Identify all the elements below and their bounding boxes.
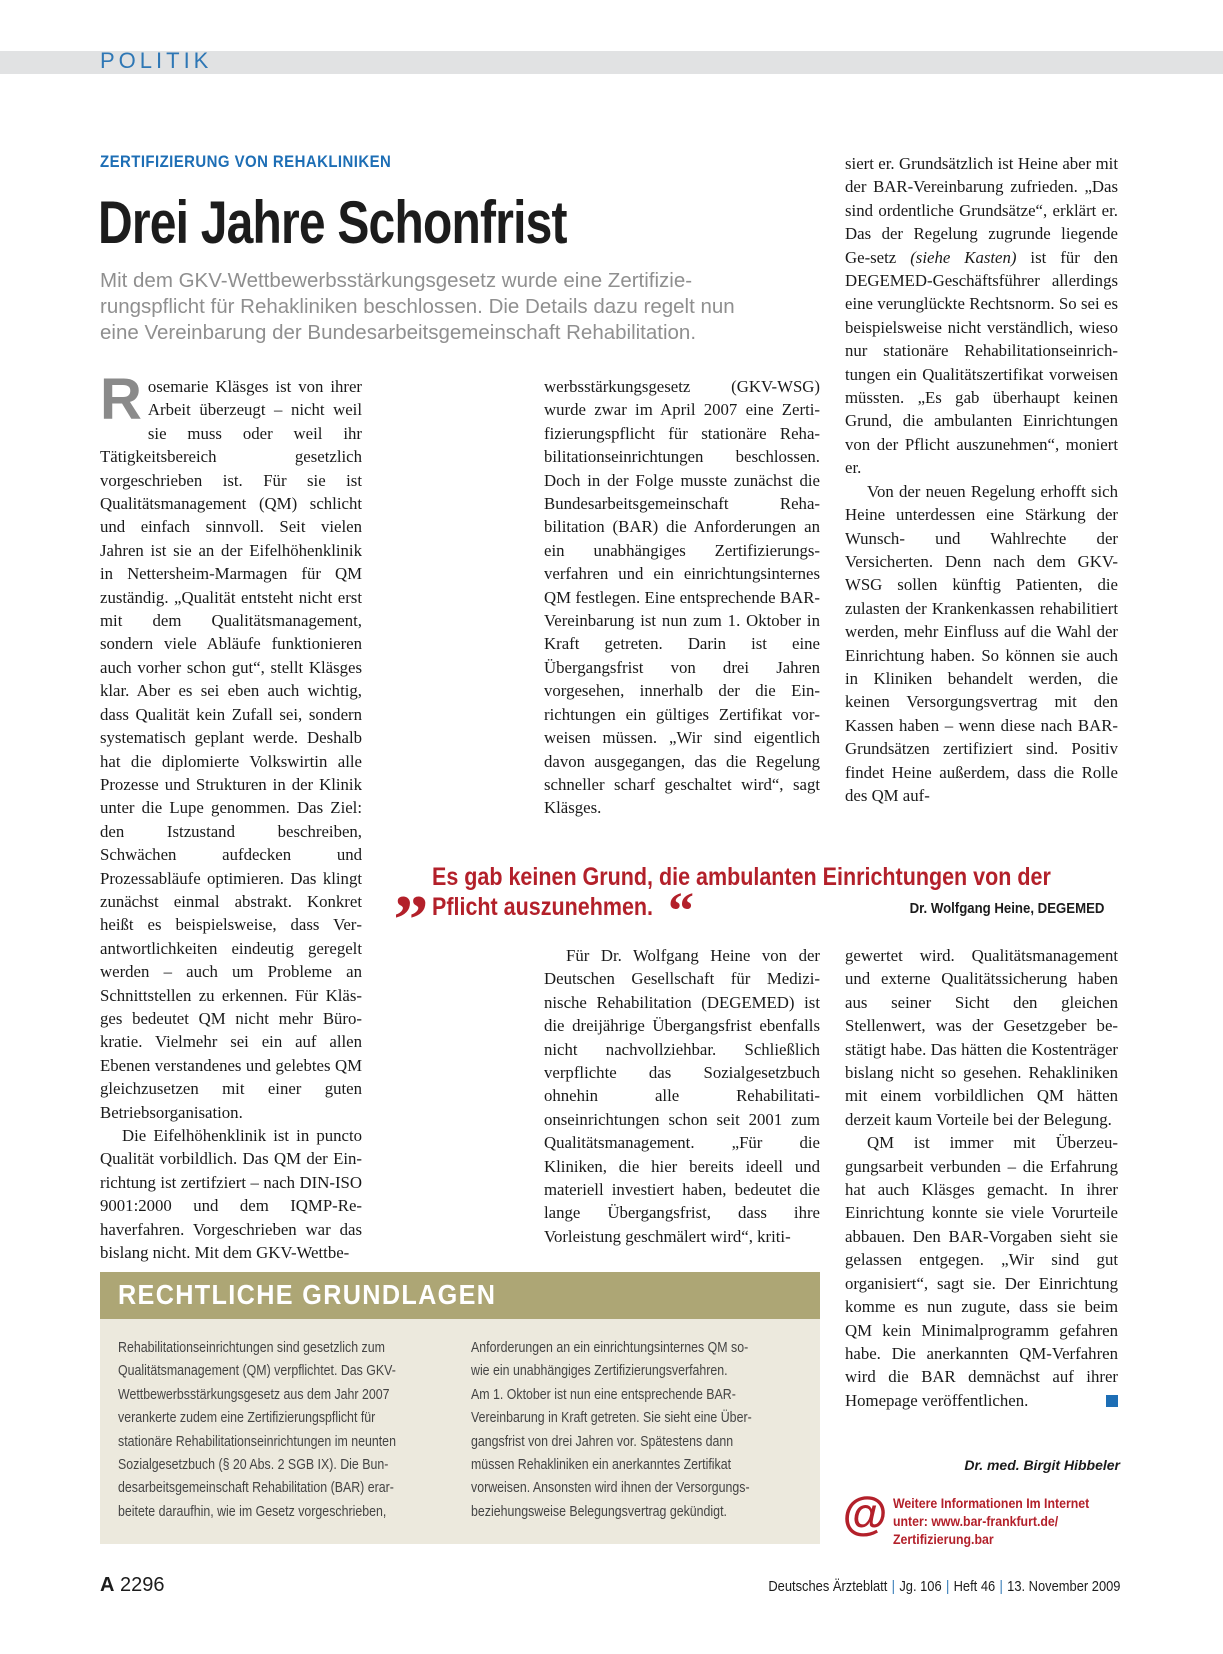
author-byline: Dr. med. Birgit Hibbeler — [964, 1457, 1120, 1473]
info-box-body — [100, 1319, 820, 1544]
quote-text-line: Es gab keinen Grund, die ambulanten Einrichtungen von der — [432, 863, 1051, 891]
info-box-line: gangsfrist von drei Jahren vor. Spätestens dann — [471, 1433, 734, 1450]
paragraph: werbsstärkungsgesetz (GKV-WSG) wurde zwar im April 2007 eine Zertifizierungspflicht für stationäre Rehabilitationseinrichtungen beschlossen. Doch in der Folge musste zunächst die Bundesarbeitsgemeinschaft Rehabilitation (BAR) die Anforderungen an ein unabhängiges Zertifizierungsverfahren und ein einrichtungsinternes QM festlegen. Eine entsprechende BAR-Vereinbarung ist nun zum 1. Oktober in Kraft getreten. Darin ist eine Übergangsfrist von drei Jahren vorgesehen, innerhalb der die Einrichtungen ein gültiges Zertifikat vorweisen müssen. „Wir sind eigentlich davon ausgegangen, das die Regelung schneller scharf geschaltet wird“, sagt Kläsges. — [544, 377, 820, 818]
lead-line: rungspflicht für Rehakliniken beschlossen. Die Details dazu regelt nun — [100, 295, 735, 318]
drop-cap: R — [100, 367, 142, 432]
footer-separator: | — [945, 1578, 949, 1595]
folio-letter: A — [100, 1574, 115, 1596]
web-info-line: Weitere Informationen Im Internet — [893, 1495, 1090, 1511]
info-box-line: verankerte zudem eine Zertifizierungspflicht für — [118, 1410, 376, 1427]
article-column-3-bottom — [845, 944, 1118, 1412]
article-lead — [100, 268, 820, 346]
journal-issue: Heft 46 — [953, 1578, 995, 1595]
footer-separator: | — [999, 1578, 1003, 1595]
page-folio — [100, 1574, 165, 1597]
info-box-line: beitete daraufhin, wie im Gesetz vorgeschrieben, — [118, 1503, 387, 1520]
journal-date: 13. November 2009 — [1006, 1578, 1120, 1595]
article-column-3-top — [845, 152, 1118, 807]
article-headline: Drei Jahre Schonfrist — [98, 189, 567, 256]
quote-open-mark: „ — [394, 846, 429, 923]
section-label: POLITIK — [100, 48, 213, 73]
internet-at-icon: @ — [842, 1487, 888, 1539]
paragraph: QM ist immer mit Überzeugungsarbeit verbunden – die Erfahrung hat auch Kläsges gemacht. In ihrer Einrichtung konnte sie viele Vorurteile abbauen. Den BAR-Vorgaben sieht sie gelassen entgegen. „Wir sind gut organisiert“, sagt sie. Der Einrichtung komme es nun zugute, dass sie beim QM kein Minimalprogramm gefahren habe. Die anerkannten QM-Verfahren wird die BAR demnächst auf ihrer Homepage veröffentlichen. — [845, 1133, 1118, 1410]
paragraph: Für Dr. Wolfgang Heine von der Deutschen Gesellschaft für Medizinische Rehabilitation (DEGEMED) ist die dreijährige Übergangsfrist ebenfalls nicht nachvollziehbar. Schließlich verpflichte das Sozialgesetzbuch ohnehin alle Rehabilitationseinrichtungen schon seit 2001 zum Qualitätsmanagement. „Für die Kliniken, die hier bereits ideell und materiell investiert haben, bedeutet die lange Übergangsfrist, dass ihre Vorleistung geschmälert wird“, kriti- — [544, 946, 820, 1246]
footer-info — [768, 1578, 1120, 1595]
lead-line: Mit dem GKV-Wettbewerbsstärkungsgesetz wurde eine Zertifizie- — [100, 269, 693, 292]
info-box-line: müssen Rehakliniken ein anerkanntes Zertifikat — [471, 1457, 732, 1474]
paragraph: siert er. Grundsätzlich ist Heine aber mit der BAR-Vereinbarung zufrieden. „Das sind ordentliche Grundsätze“, erklärt er. Das der Regelung zugrunde liegende Ge-setz (siehe Kasten) ist für den DEGEMED-Geschäftsführer allerdings eine verunglückte Rechtsnorm. So sei es beispielsweise nicht verständlich, wieso nur stationäre Rehabilitationseinrichtungen ein Qualitätszertifikat vorweisen müssten. „Es gab überhaupt keinen Grund, die ambulanten Einrichtungen von der Pflicht auszunehmen“, moniert er. — [845, 154, 1118, 478]
article-column-2-bottom — [544, 944, 820, 1248]
info-box-line: Anforderungen an ein einrichtungsinternes QM so- — [471, 1340, 749, 1356]
info-box-line: desarbeitsgemeinschaft Rehabilitation (BAR) erar- — [118, 1480, 394, 1497]
info-box-line: Qualitätsmanagement (QM) verpflichtet. Das GKV- — [118, 1363, 396, 1380]
article-column-2-top — [544, 375, 820, 820]
footer-separator: | — [891, 1578, 895, 1595]
quote-text-line: Pflicht auszunehmen. — [432, 893, 654, 921]
page-number: 2296 — [120, 1574, 165, 1596]
paragraph: Die Eifelhöhenklinik ist in puncto Qualität vorbildlich. Das QM der Einrichtung ist zertifziert – nach DIN-ISO 9001:2000 und dem IQMP-Rehaverfahren. Vorgeschrieben war das bislang nicht. Mit dem GKV-Wettbe- — [100, 1126, 362, 1263]
lead-line: eine Vereinbarung der Bundesarbeitsgemeinschaft Rehabilitation. — [100, 321, 697, 344]
info-box-line: Vereinbarung in Kraft getreten. Sie sieht eine Über- — [471, 1410, 752, 1427]
quote-author: Dr. Wolfgang Heine, DEGEMED — [909, 900, 1104, 917]
info-box-line: Am 1. Oktober ist nun eine entsprechende BAR- — [471, 1386, 736, 1403]
quote-close-mark: “ — [668, 883, 694, 940]
info-box-column-1 — [118, 1337, 448, 1524]
info-box-line: stationäre Rehabilitationseinrichtungen im neunten — [118, 1433, 396, 1450]
info-box-line: vorweisen. Ansonsten wird ihnen der Versorgungs- — [471, 1480, 750, 1497]
web-info-link[interactable]: unter: www.bar-frankfurt.de/ — [893, 1513, 1059, 1529]
article-kicker: ZERTIFIZIERUNG VON REHAKLINIKEN — [100, 152, 392, 171]
web-info-link[interactable]: Zertifizierung.bar — [893, 1531, 994, 1547]
info-box-column-2 — [471, 1337, 801, 1524]
info-box-line: Rehabilitationseinrichtungen sind gesetzlich zum — [118, 1340, 385, 1356]
journal-name: Deutsches Ärzteblatt — [767, 1578, 887, 1595]
web-info — [893, 1494, 1116, 1548]
info-box-line: beziehungsweise Belegungsvertrag gekündigt. — [471, 1503, 727, 1520]
info-box-line: Sozialgesetzbuch (§ 20 Abs. 2 SGB IX). Die Bun- — [118, 1457, 389, 1474]
paragraph: Rosemarie Kläsges ist von ihrer Arbeit überzeugt – nicht weil sie muss oder weil ihr Tätigkeitsbereich gesetzlich vorgeschrieben ist. Für sie ist Qualitätsmanagement (QM) schlicht und einfach sinnvoll. Seit vielen Jahren ist sie an der Eifelhöhenklinik in Nettersheim-Marmagen für QM zuständig. „Qualität entsteht nicht erst mit dem Qualitätsmanagement, sondern viele Abläufe funktionieren auch vorher schon gut“, stellt Kläsges klar. Aber es sei eben auch wichtig, dass Qualität kein Zufall sei, sondern systematisch geplant werde. Deshalb hat die diplomierte Volkswirtin alle Prozesse und Strukturen in der Klinik unter die Lupe genommen. Das Ziel: den Istzustand beschreiben, Schwächen aufdecken und Prozessabläufe optimieren. Das klingt zunächst einmal abstrakt. Konkret heißt es beispielsweise, dass Verantwortlichkeiten eindeutig geregelt werden – auch um Probleme an Schnittstellen zu erkennen. Für Kläsges bedeutet QM nicht mehr Bürokratie. Vielmehr sei ein auf allen Ebenen verstandenes und gelebtes QM gleichzusetzen mit einer guten Betriebsorganisation. — [100, 367, 362, 1122]
journal-volume: Jg. 106 — [898, 1578, 942, 1595]
paragraph: gewertet wird. Qualitätsmanagement und externe Qualitätssicherung haben aus seiner Sicht den gleichen Stellenwert, was der Gesetzgeber bestätigt habe. Das hätten die Kostenträger bislang nicht so gesehen. Rehakliniken mit einem vorbildlichen QM hätten derzeit kaum Vorteile bei der Belegung. — [845, 946, 1118, 1129]
article-column-1 — [100, 367, 362, 1264]
info-box-line: wie ein unabhängiges Zertifizierungsverfahren. — [471, 1363, 728, 1380]
paragraph: Von der neuen Regelung erhofft sich Heine unterdessen eine Stärkung der Wunsch- und Wahlrechte der Versicherten. Denn nach dem GKV-WSG sollen künftig Patienten, die zulasten der Krankenkassen rehabilitiert werden, mehr Einfluss auf die Wahl der Einrichtung haben. So können sie auch in Kliniken behandelt werden, die keinen Versorgungsvertrag mit den Kassen haben – wenn diese nach BAR-Grundsätzen zertifiziert sind. Positiv findet Heine außerdem, dass die Rolle des QM auf- — [845, 481, 1118, 805]
info-box-header — [100, 1272, 820, 1319]
info-box-line: Wettbewerbsstärkungsgesetz aus dem Jahr 2007 — [118, 1386, 390, 1403]
info-box-title: RECHTLICHE GRUNDLAGEN — [118, 1279, 497, 1310]
end-mark-icon — [1106, 1395, 1118, 1407]
